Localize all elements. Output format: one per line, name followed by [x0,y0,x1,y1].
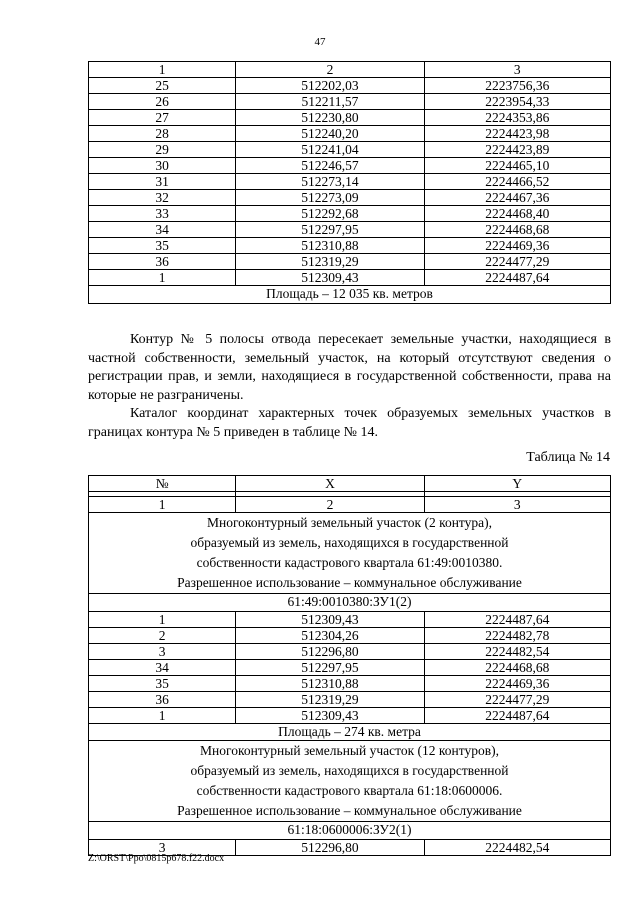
column-header-number: № [89,476,236,492]
table-cell: 1 [89,707,236,723]
table-cell: 1 [89,497,236,513]
table-cell: 26 [89,94,236,110]
plot-id-row-cell: 61:18:0600006:ЗУ2(1) [89,822,611,840]
table-cell: 512246,57 [236,158,424,174]
table-cell: 28 [89,126,236,142]
page-number: 47 [314,36,326,48]
table-row [89,254,611,270]
table-cell: 512211,57 [236,94,424,110]
table-cell: 512309,43 [236,707,424,723]
table-cell: 2224465,10 [424,158,610,174]
table-cell: 30 [89,158,236,174]
table-cell: 2 [236,62,424,78]
table-cell: 512296,80 [236,643,424,659]
plot-description-row [89,513,611,594]
plot-description-row [89,741,611,822]
table-cell: 2223954,33 [424,94,610,110]
table-row [89,659,611,675]
table-cell: 2 [236,497,424,513]
area-row [89,286,611,304]
table-cell: 2224487,64 [424,611,610,627]
table-cell: 512240,20 [236,126,424,142]
table-cell: 512292,68 [236,206,424,222]
plot-description-line: собственности кадастрового квартала 61:49:0010380. [196,555,503,570]
column-header-x: X [236,476,424,492]
table-cell: 2 [89,627,236,643]
table-row [89,78,611,94]
table-cell: 512310,88 [236,238,424,254]
table-row [89,611,611,627]
table-cell: 512241,04 [236,142,424,158]
table-row [89,94,611,110]
table-row [89,206,611,222]
plot-description-line: образуемый из земель, находящихся в государственной [190,535,509,550]
table-column-numbers [89,62,611,78]
table-cell: 36 [89,254,236,270]
area-row-cell: Площадь – 12 035 кв. метров [89,286,611,304]
area-row-cell: Площадь – 274 кв. метра [89,723,611,741]
table-cell: 27 [89,110,236,126]
table-row [89,190,611,206]
table-row [89,707,611,723]
table-cell: 512273,09 [236,190,424,206]
table-cell: 2224482,54 [424,839,610,855]
table-row [89,174,611,190]
coordinates-table-continued [88,61,611,304]
table-cell: 2224467,36 [424,190,610,206]
table-cell: 2224477,29 [424,254,610,270]
table-cell: 1 [89,270,236,286]
plot-description-line: Разрешенное использование – коммунальное обслуживание [177,803,522,818]
plot-description-line: Многоконтурный земельный участок (2 контура), [206,515,493,530]
table-cell: 29 [89,142,236,158]
table-cell: 2224353,86 [424,110,610,126]
table-header-row [89,476,611,492]
table-cell: 35 [89,238,236,254]
table-cell: 2224487,64 [424,707,610,723]
table-cell: 3 [89,839,236,855]
table-cell: 36 [89,691,236,707]
table-cell: 2224469,36 [424,675,610,691]
plot-description-line: Разрешенное использование – коммунальное обслуживание [177,575,522,590]
table-cell: 2224469,36 [424,238,610,254]
table-cell: 2224423,98 [424,126,610,142]
table-cell: 2224423,89 [424,142,610,158]
table-cell: 2224482,54 [424,643,610,659]
table-row [89,270,611,286]
table-cell: 512297,95 [236,222,424,238]
plot-description-line: Многоконтурный земельный участок (12 контуров), [200,743,499,758]
table-row [89,627,611,643]
table-cell: 25 [89,78,236,94]
plot-description [89,513,611,594]
table-cell: 2224468,68 [424,222,610,238]
table-row [89,126,611,142]
table-row [89,110,611,126]
table-cell: 512230,80 [236,110,424,126]
table-cell: 3 [89,643,236,659]
table-row [89,158,611,174]
table-cell: 2224468,40 [424,206,610,222]
table-cell: 512273,14 [236,174,424,190]
table-cell: 2224477,29 [424,691,610,707]
table-cell: 512310,88 [236,675,424,691]
table-column-numbers [89,497,611,513]
table-cell: 512309,43 [236,611,424,627]
paragraph-contour-5 [88,331,611,405]
table-cell: 512304,26 [236,627,424,643]
table-cell: 2223756,36 [424,78,610,94]
paragraph-catalog [88,405,611,442]
table-cell: 512309,43 [236,270,424,286]
table-row [89,238,611,254]
table-cell: 512319,29 [236,691,424,707]
plot-id-row [89,594,611,612]
table-cell: 1 [89,611,236,627]
plot-description [89,741,611,822]
area-row [89,723,611,741]
table-cell: 32 [89,190,236,206]
table-cell: 512202,03 [236,78,424,94]
plot-description-line: образуемый из земель, находящихся в государственной [190,763,509,778]
table-cell: 35 [89,675,236,691]
table-cell: 512297,95 [236,659,424,675]
paragraph-text: Контур № 5 полосы отвода пересекает земельные участки, находящиеся в частной собственности, земельный участок, на который отсутствуют сведения о регистрации прав, и земли, находящиеся в государственной собственности, права на которые не разграничены. [88,332,611,403]
table-cell: 1 [89,62,236,78]
table-row [89,643,611,659]
file-path-footer: Z:\ORST\Ppo\0815p678.f22.docx [88,853,225,864]
table-caption: Таблица № 14 [526,450,610,465]
plot-id-row [89,822,611,840]
column-header-y: Y [424,476,610,492]
table-cell: 2224482,78 [424,627,610,643]
table-row [89,222,611,238]
table-cell: 3 [424,497,610,513]
plot-description-line: собственности кадастрового квартала 61:18:0600006. [196,783,503,798]
table-cell: 2224487,64 [424,270,610,286]
table-cell: 34 [89,659,236,675]
table-row [89,691,611,707]
table-row [89,142,611,158]
table-cell: 3 [424,62,610,78]
table-cell: 512296,80 [236,839,424,855]
plot-id-row-cell: 61:49:0010380:ЗУ1(2) [89,594,611,612]
paragraph-text: Каталог координат характерных точек образуемых земельных участков в границах контура № 5 приведен в таблице № 14. [88,406,611,440]
table-cell: 2224466,52 [424,174,610,190]
table-cell: 33 [89,206,236,222]
table-cell: 31 [89,174,236,190]
table-row [89,675,611,691]
table-cell: 512319,29 [236,254,424,270]
coordinates-table-14 [88,475,611,856]
table-cell: 2224468,68 [424,659,610,675]
table-cell: 34 [89,222,236,238]
